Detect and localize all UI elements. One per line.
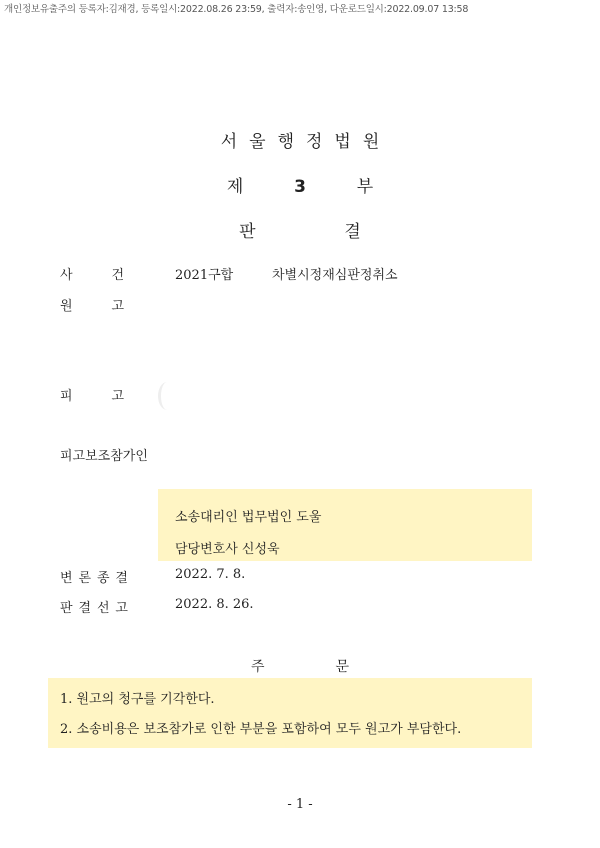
judgment-heading-right: 결 xyxy=(344,222,361,242)
download-watermark: 개인정보유출주의 등록자:김재경, 등록일시:2022.08.26 23:59, 출력자:송인영, 다운로드일시:2022.09.07 13:58 xyxy=(4,4,469,15)
faint-redaction-mark xyxy=(158,382,176,410)
plaintiff-label: 원 고 xyxy=(60,299,124,314)
judgment-date-value: 2022. 8. 26. xyxy=(175,597,254,612)
judgment-heading-left: 판 xyxy=(239,222,256,242)
hearing-end-label: 변 론 종 결 xyxy=(60,571,128,586)
court-name: 서울행정법원 xyxy=(220,132,392,152)
judgment-heading xyxy=(0,217,600,242)
order-item-1: 1. 원고의 청구를 기각한다. xyxy=(60,692,215,707)
case-label: 사 건 xyxy=(60,268,124,283)
intervenor-label: 피고보조참가인 xyxy=(60,449,148,464)
order-item-2: 2. 소송비용은 보조참가로 인한 부분을 포함하여 모두 원고가 부담한다. xyxy=(60,722,462,737)
case-number: 2021구합 xyxy=(175,268,234,283)
case-title: 차별시정재심판정취소 xyxy=(272,268,398,283)
order-heading xyxy=(0,656,600,676)
defendant-label: 피 고 xyxy=(60,389,124,404)
judgment-date-label: 판 결 선 고 xyxy=(60,601,128,616)
page-number: - 1 - xyxy=(287,797,313,812)
attorney-lawyer: 담당변호사 신성욱 xyxy=(175,542,280,557)
order-heading-left: 주 xyxy=(251,659,265,675)
order-heading-right: 문 xyxy=(335,659,349,675)
attorney-firm: 소송대리인 법무법인 도울 xyxy=(175,510,322,525)
division-prefix: 제 xyxy=(226,177,244,197)
division-suffix: 부 xyxy=(356,177,374,197)
division-heading xyxy=(0,172,600,197)
division-number: 3 xyxy=(294,177,306,197)
hearing-end-date: 2022. 7. 8. xyxy=(175,567,246,582)
